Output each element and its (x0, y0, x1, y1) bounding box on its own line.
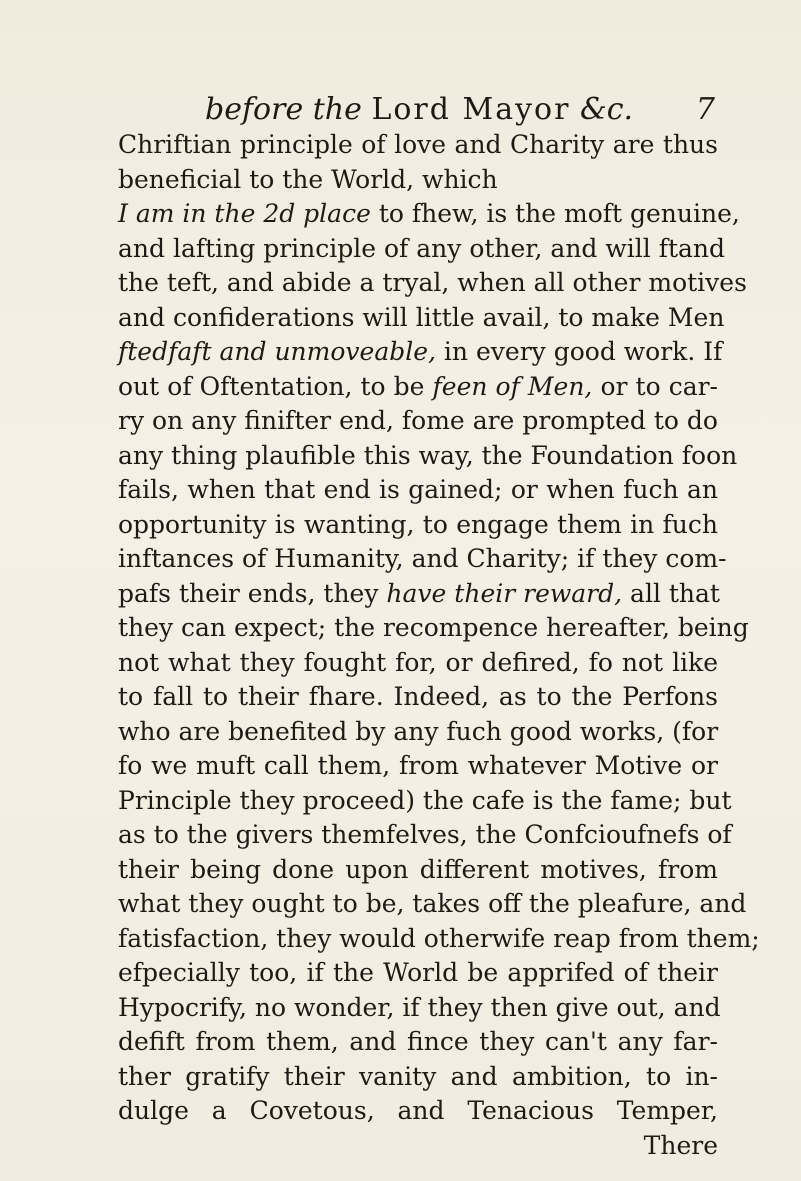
italic-text: feen of Men, (432, 371, 593, 401)
text-line (118, 1025, 718, 1060)
text-span: and lafting principle of any other, and will ftand (118, 233, 726, 263)
text-span: opportunity is wanting, to engage them in fuch (118, 509, 718, 539)
text-span: ry on any finifter end, fome are prompted to do (118, 406, 718, 435)
text-span: fails, when that end is gained; or when fuch an (118, 475, 718, 504)
text-span: efpecially too, if the World be apprifed of their (118, 958, 718, 987)
text-span: in every good work. If (435, 337, 723, 366)
text-line (118, 611, 749, 646)
text-span: their being done upon different motives, from (118, 854, 718, 884)
text-line (118, 991, 721, 1026)
text-line (118, 128, 718, 163)
body-text (118, 128, 760, 1163)
text-span: fatisfaction, they would otherwife reap from them; (118, 923, 760, 953)
text-span: Chriftian principle of love and Charity are thus (118, 130, 718, 159)
text-line (118, 784, 732, 819)
text-line (118, 232, 726, 267)
text-span: and confiderations will little avail, to make Men (118, 302, 725, 332)
text-line (118, 956, 718, 991)
text-span: Hypocrify, no wonder, if they then give out, and (118, 992, 721, 1022)
text-span: as to the givers themfelves, the Confcioufnefs of (118, 820, 732, 849)
text-span: to fall to their fhare. Indeed, as to the Perfons (118, 682, 718, 711)
text-line (118, 197, 740, 232)
text-span: dulge a Covetous, and Tenacious Temper, (118, 1096, 718, 1125)
text-line (118, 439, 738, 474)
text-line (118, 853, 718, 888)
text-span: they can expect; the recompence hereafter, being (118, 613, 749, 642)
text-line (118, 473, 718, 508)
text-line (118, 922, 760, 957)
text-line (118, 266, 747, 301)
text-span: inftances of Humanity, and Charity; if they com- (118, 544, 727, 573)
text-span: any thing plaufible this way, the Foundation foon (118, 440, 738, 470)
text-span: defift from them, and fince they can't any far- (118, 1027, 718, 1056)
italic-text: have their reward, (386, 578, 623, 608)
text-span: or to car- (592, 371, 719, 401)
italic-text: ftedfaft and unmoveable, (118, 337, 436, 366)
text-line (118, 715, 718, 750)
text-span: ther gratify their vanity and ambition, to in- (118, 1061, 718, 1091)
text-line (118, 887, 747, 922)
text-line (118, 1094, 718, 1129)
text-span: to fhew, is the moft genuine, (370, 199, 740, 228)
running-head (205, 90, 715, 130)
text-span: pafs their ends, they (118, 578, 387, 608)
text-line (118, 370, 718, 405)
text-line (118, 818, 732, 853)
text-span: out of Oftentation, to be (118, 371, 433, 401)
running-head-title: Lord Mayor (371, 92, 571, 127)
text-line (118, 335, 723, 370)
text-span: There (643, 1130, 718, 1160)
text-span: not what they fought for, or defired, fo not like (118, 647, 718, 677)
text-line (118, 749, 718, 784)
text-span: beneficial to the World, which (118, 164, 498, 194)
running-head-etc: &c. (580, 92, 634, 127)
text-line (118, 1129, 718, 1164)
text-line (118, 1060, 718, 1095)
text-span: who are benefited by any fuch good works, (for (118, 716, 719, 746)
text-line (118, 508, 718, 543)
text-line (118, 163, 718, 198)
italic-text: I am in the 2d place (118, 199, 371, 228)
text-line (118, 301, 725, 336)
text-line (118, 646, 718, 681)
running-head-italic: before the (205, 92, 362, 127)
text-line (118, 404, 718, 439)
text-span: Principle they proceed) the cafe is the fame; but (118, 785, 732, 815)
page-number: 7 (695, 92, 715, 127)
text-line (118, 577, 718, 612)
text-span: what they ought to be, takes off the pleafure, and (118, 889, 747, 918)
text-line (118, 542, 727, 577)
text-span: fo we muft call them, from whatever Motive or (118, 751, 718, 780)
text-span: the teft, and abide a tryal, when all other motives (118, 268, 747, 297)
text-line (118, 680, 718, 715)
text-span: all that (622, 578, 720, 608)
